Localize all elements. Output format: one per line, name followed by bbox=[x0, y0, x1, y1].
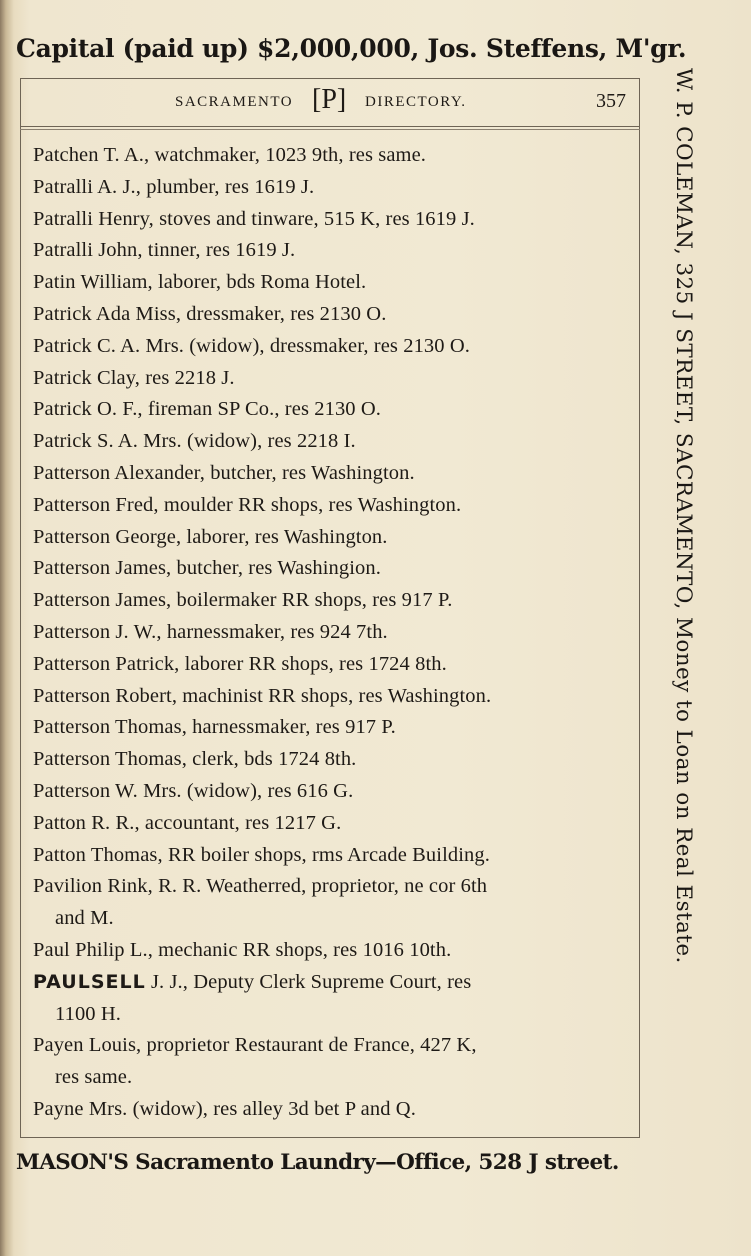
directory-entry bbox=[33, 490, 638, 522]
running-head bbox=[20, 84, 638, 120]
directory-entry bbox=[33, 1094, 638, 1126]
entry-text: Pavilion Rink, R. R. Weatherred, proprietor, ne cor 6th bbox=[33, 875, 488, 898]
directory-entry bbox=[33, 935, 638, 967]
directory-entry bbox=[33, 140, 638, 172]
entry-text: Patrick Clay, res 2218 J. bbox=[33, 366, 235, 389]
entry-text: Patterson J. W., harnessmaker, res 924 7th. bbox=[33, 620, 388, 643]
running-head-letter: [P] bbox=[312, 84, 347, 115]
directory-entry bbox=[33, 458, 638, 490]
directory-entry bbox=[33, 394, 638, 426]
running-head-title: DIRECTORY. bbox=[365, 94, 467, 110]
directory-entry bbox=[33, 744, 638, 776]
running-head-city: SACRAMENTO bbox=[175, 94, 294, 110]
directory-entry bbox=[33, 617, 638, 649]
top-advertisement-banner: Capital (paid up) $2,000,000, Jos. Steffens, M'gr. bbox=[16, 34, 687, 63]
directory-entry bbox=[33, 967, 638, 1031]
page-number: 357 bbox=[596, 90, 626, 112]
directory-entry bbox=[33, 331, 638, 363]
entry-continuation: res same. bbox=[55, 1066, 133, 1089]
entry-text: Payen Louis, proprietor Restaurant de France, 427 K, bbox=[33, 1034, 477, 1057]
entry-text: Patton Thomas, RR boiler shops, rms Arcade Building. bbox=[33, 843, 490, 866]
entry-text: J. J., Deputy Clerk Supreme Court, res bbox=[150, 970, 472, 993]
directory-entry bbox=[33, 522, 638, 554]
entry-text: Patton R. R., accountant, res 1217 G. bbox=[33, 811, 342, 834]
directory-entries bbox=[33, 140, 638, 1126]
entry-text: Patterson James, butcher, res Washingion. bbox=[33, 557, 381, 580]
entry-text: Patterson Thomas, clerk, bds 1724 8th. bbox=[33, 748, 357, 771]
directory-entry bbox=[33, 871, 638, 935]
directory-entry bbox=[33, 712, 638, 744]
entry-continuation: and M. bbox=[55, 907, 114, 930]
directory-entry bbox=[33, 585, 638, 617]
entry-text: Patin William, laborer, bds Roma Hotel. bbox=[33, 271, 367, 294]
side-advertisement-text: W. P. COLEMAN, 325 J STREET, SACRAMENTO, Money to Loan on Real Estate. bbox=[671, 68, 696, 964]
entry-text: Paul Philip L., mechanic RR shops, res 1016 10th. bbox=[33, 938, 452, 961]
directory-entry bbox=[33, 363, 638, 395]
entry-text: Payne Mrs. (widow), res alley 3d bet P and Q. bbox=[33, 1097, 416, 1120]
entry-text: Patralli John, tinner, res 1619 J. bbox=[33, 239, 296, 262]
entry-text: Patterson Alexander, butcher, res Washington. bbox=[33, 461, 415, 484]
entry-text: Patrick C. A. Mrs. (widow), dressmaker, res 2130 O. bbox=[33, 334, 470, 357]
head-rule bbox=[20, 126, 640, 127]
entry-text: Patterson Robert, machinist RR shops, res Washington. bbox=[33, 684, 492, 707]
entry-text: Patrick Ada Miss, dressmaker, res 2130 O. bbox=[33, 302, 387, 325]
directory-entry bbox=[33, 776, 638, 808]
side-advertisement bbox=[660, 68, 700, 1148]
head-rule-secondary bbox=[20, 129, 640, 130]
entry-bold-name: PAULSELL bbox=[33, 970, 146, 993]
directory-entry bbox=[33, 172, 638, 204]
entry-text: Patterson Fred, moulder RR shops, res Washington. bbox=[33, 493, 462, 516]
entry-text: Patchen T. A., watchmaker, 1023 9th, res same. bbox=[33, 144, 426, 166]
directory-entry bbox=[33, 426, 638, 458]
directory-entry bbox=[33, 1030, 638, 1094]
bottom-advertisement-banner: MASON'S Sacramento Laundry—Office, 528 J street. bbox=[16, 1150, 619, 1175]
directory-entry bbox=[33, 235, 638, 267]
directory-entry bbox=[33, 808, 638, 840]
entry-text: Patterson W. Mrs. (widow), res 616 G. bbox=[33, 779, 354, 802]
entry-text: Patterson James, boilermaker RR shops, res 917 P. bbox=[33, 589, 453, 612]
directory-entry bbox=[33, 299, 638, 331]
directory-entry bbox=[33, 204, 638, 236]
entry-text: Patrick S. A. Mrs. (widow), res 2218 I. bbox=[33, 430, 356, 453]
directory-entry bbox=[33, 649, 638, 681]
entry-text: Patralli A. J., plumber, res 1619 J. bbox=[33, 175, 315, 198]
directory-entry bbox=[33, 681, 638, 713]
entry-continuation: 1100 H. bbox=[55, 1002, 121, 1025]
directory-entry bbox=[33, 840, 638, 872]
directory-entry bbox=[33, 267, 638, 299]
directory-entry bbox=[33, 553, 638, 585]
entry-text: Patterson Patrick, laborer RR shops, res 1724 8th. bbox=[33, 652, 447, 675]
entry-text: Patralli Henry, stoves and tinware, 515 K, res 1619 J. bbox=[33, 207, 475, 230]
entry-text: Patterson George, laborer, res Washington. bbox=[33, 525, 388, 548]
entry-text: Patterson Thomas, harnessmaker, res 917 P. bbox=[33, 716, 396, 739]
entry-text: Patrick O. F., fireman SP Co., res 2130 O. bbox=[33, 398, 381, 421]
